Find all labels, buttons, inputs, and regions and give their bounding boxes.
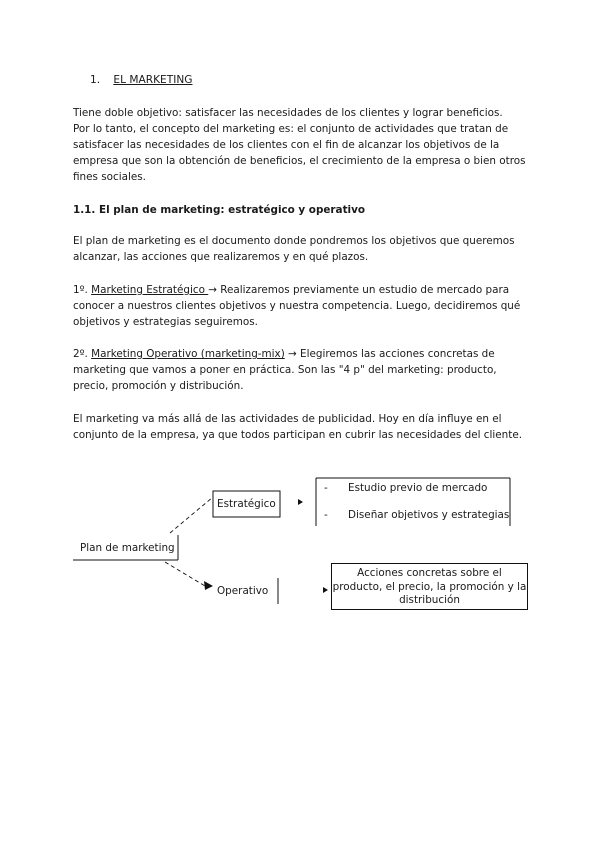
list-item: [318, 507, 510, 534]
operative-term: Marketing Operativo (marketing-mix): [91, 348, 285, 360]
strategic-prefix: 1º.: [73, 284, 92, 296]
operative-prefix: 2º.: [73, 348, 92, 360]
diagram-strategic-label: Estratégico: [217, 498, 276, 510]
strategic-item-2: Diseñar objetivos y estrategias: [348, 509, 510, 521]
arrowhead-operative: [204, 581, 213, 590]
strategic-items-list: [318, 480, 510, 534]
arrow-operative-box: [323, 587, 328, 593]
plan-paragraph: El plan de marketing es el documento donde pondremos los objetivos que queremos alcanzar, las acciones que realizaremos y en qué plazos.: [73, 235, 515, 263]
diagram-operative-label: Operativo: [217, 585, 269, 597]
intro-line-2: Por lo tanto, el concepto del marketing es: el conjunto de actividades que tratan de satisfacer las necesidades de los clientes con el fin de alcanzar los objetivos de la empresa que son la obtención de beneficios, el crecimiento de la empresa o bien otros fines sociales.: [73, 123, 526, 183]
arrow-strategic-items: [298, 499, 303, 505]
list-item: [318, 480, 510, 507]
strategic-text: → Realizaremos previamente un estudio de mercado para conocer a nuestros clientes objetivos y nuestra competencia. Luego, decidiremos qué objetivos y estrategias seguiremos.: [73, 284, 521, 328]
strategic-item-1: Estudio previo de mercado: [348, 482, 488, 494]
intro-line-1: Tiene doble objetivo: satisfacer las necesidades de los clientes y lograr beneficios.: [73, 107, 503, 119]
section-title: EL MARKETING: [113, 74, 193, 86]
closing-paragraph: El marketing va más allá de las actividades de publicidad. Hoy en día influye en el conjunto de la empresa, ya que todos participan en cubrir las necesidades del cliente.: [73, 413, 523, 441]
connector-operative: [165, 562, 205, 586]
bullet-dash: -: [324, 509, 328, 521]
strategic-term: Marketing Estratégico: [91, 284, 209, 296]
operative-actions-box: Acciones concretas sobre el producto, el precio, la promoción y la distribución: [331, 563, 528, 610]
operative-text: → Elegiremos las acciones concretas de marketing que vamos a poner en práctica. Son las "4 p" del marketing: producto, precio, promoción y distribución.: [73, 348, 497, 392]
subsection-heading: 1.1. El plan de marketing: estratégico y operativo: [73, 204, 366, 216]
section-number: 1.: [90, 74, 101, 86]
bullet-dash: -: [324, 482, 328, 494]
diagram-root-label: Plan de marketing: [80, 542, 175, 554]
connector-strategic: [170, 497, 213, 533]
